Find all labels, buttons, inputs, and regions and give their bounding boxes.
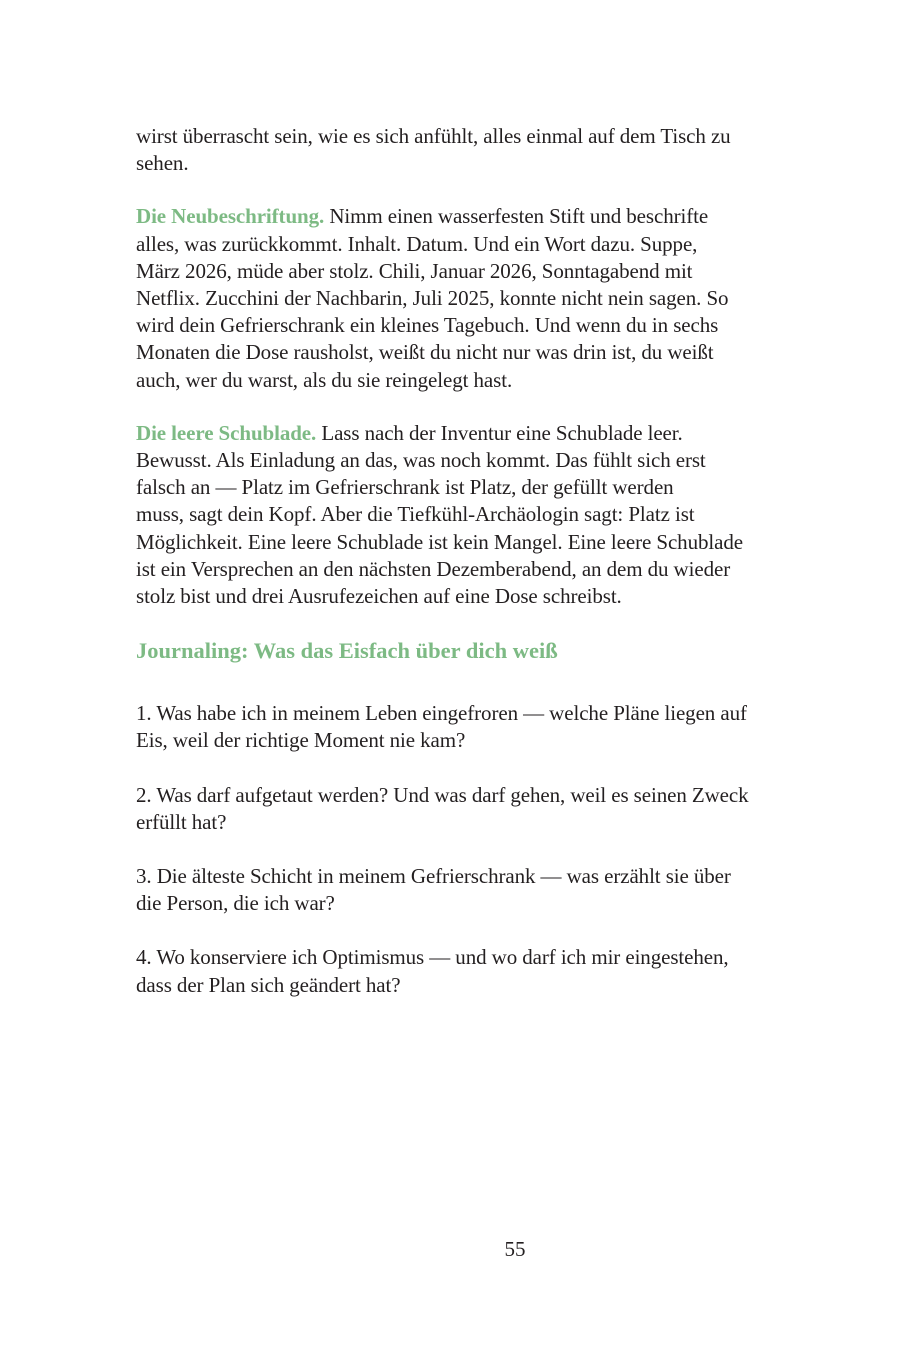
journal-question (136, 700, 806, 754)
paragraph-neubeschriftung (136, 203, 806, 393)
question-line: 1. Was habe ich in meinem Leben eingefroren — welche Pläne liegen auf (136, 701, 747, 726)
paragraph-line: stolz bist und drei Ausrufezeichen auf eine Dose schreibst. (136, 584, 622, 609)
paragraph-line: ist ein Versprechen an den nächsten Dezemberabend, an dem du wieder (136, 556, 731, 581)
paragraph-line: Lass nach der Inventur eine Schublade leer. (321, 420, 683, 445)
paragraph-lead: Die Neubeschriftung. (136, 204, 325, 229)
paragraph-line: Möglichkeit. Eine leere Schublade ist kein Mangel. Eine leere Schublade (136, 529, 743, 554)
page-number: 55 (504, 1237, 526, 1261)
journal-question (136, 782, 806, 836)
paragraph-continuation (136, 123, 806, 177)
paragraph-line: Bewusst. Als Einladung an das, was noch kommt. Das fühlt sich erst (136, 448, 706, 473)
journal-question (136, 944, 806, 998)
question-line: erfüllt hat? (136, 809, 227, 834)
question-line: Eis, weil der richtige Moment nie kam? (136, 728, 466, 753)
question-line: die Person, die ich war? (136, 891, 335, 916)
section-heading: Journaling: Was das Eisfach über dich weiß (136, 638, 558, 664)
page-body (136, 123, 806, 1026)
paragraph-line: falsch an — Platz im Gefrierschrank ist Platz, der gefüllt werden (136, 475, 674, 500)
question-line: dass der Plan sich geändert hat? (136, 972, 401, 997)
paragraph-lead: Die leere Schublade. (136, 420, 317, 445)
paragraph-line: sehen. (136, 151, 189, 176)
paragraph-line: Nimm einen wasserfesten Stift und beschrifte (329, 204, 709, 229)
paragraph-line: wirst überrascht sein, wie es sich anfühlt, alles einmal auf dem Tisch zu (136, 124, 731, 148)
question-line: 2. Was darf aufgetaut werden? Und was darf gehen, weil es seinen Zweck (136, 782, 749, 807)
question-line: 4. Wo konserviere ich Optimismus — und wo darf ich mir eingestehen, (136, 945, 729, 970)
paragraph-leere-schublade (136, 420, 806, 610)
paragraph-line: muss, sagt dein Kopf. Aber die Tiefkühl-Archäologin sagt: Platz ist (136, 502, 695, 527)
paragraph-line: Netflix. Zucchini der Nachbarin, Juli 2025, konnte nicht nein sagen. So (136, 286, 729, 311)
question-line: 3. Die älteste Schicht in meinem Gefrierschrank — was erzählt sie über (136, 864, 731, 889)
paragraph-line: alles, was zurückkommt. Inhalt. Datum. Und ein Wort dazu. Suppe, (136, 231, 698, 256)
paragraph-line: März 2026, müde aber stolz. Chili, Januar 2026, Sonntagabend mit (136, 258, 693, 283)
journal-question (136, 863, 806, 917)
paragraph-line: wird dein Gefrierschrank ein kleines Tagebuch. Und wenn du in sechs (136, 313, 719, 338)
paragraph-line: Monaten die Dose rausholst, weißt du nicht nur was drin ist, du weißt (136, 340, 714, 365)
paragraph-line: auch, wer du warst, als du sie reingelegt hast. (136, 367, 513, 392)
